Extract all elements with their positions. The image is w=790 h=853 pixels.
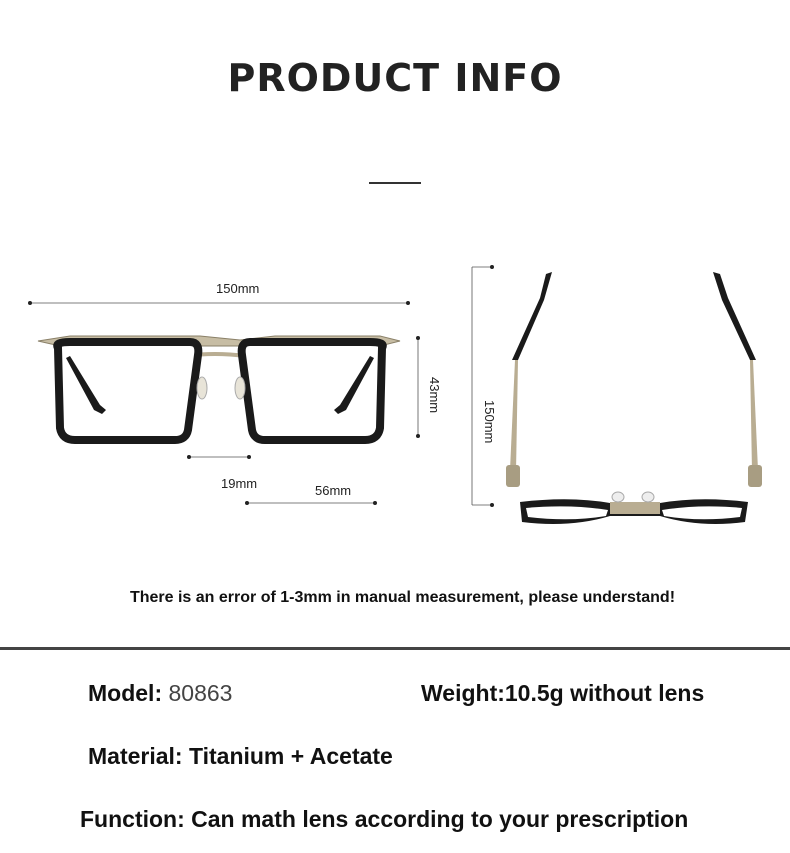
total-width-dimension-line xyxy=(28,301,410,305)
temple-length-label: 150mm xyxy=(482,400,497,444)
model-spec xyxy=(88,680,232,707)
lens-width-dimension-line xyxy=(245,501,377,505)
top-view-diagram xyxy=(460,260,790,540)
title-underline xyxy=(369,182,421,184)
function-spec: Function: Can math lens according to your prescription xyxy=(80,806,689,832)
lens-width-label: 56mm xyxy=(315,483,352,498)
left-lens xyxy=(57,342,198,440)
lens-height-dimension-line xyxy=(416,336,420,438)
total-width-label: 150mm xyxy=(216,281,260,296)
temple-length-dimension-line xyxy=(472,265,494,507)
bridge-dimension-line xyxy=(187,455,251,459)
weight-spec: Weight:10.5g without lens xyxy=(421,680,705,706)
page-title: PRODUCT INFO xyxy=(227,56,563,100)
lens-height-label: 43mm xyxy=(427,377,442,414)
model-label: Model: xyxy=(88,680,163,706)
right-lens xyxy=(242,342,383,440)
bridge-width-label: 19mm xyxy=(221,476,258,491)
model-value: 80863 xyxy=(168,680,233,706)
measurement-note: There is an error of 1-3mm in manual measurement, please understand! xyxy=(129,589,676,606)
section-divider xyxy=(0,647,790,650)
material-spec: Material: Titanium + Acetate xyxy=(88,743,393,769)
